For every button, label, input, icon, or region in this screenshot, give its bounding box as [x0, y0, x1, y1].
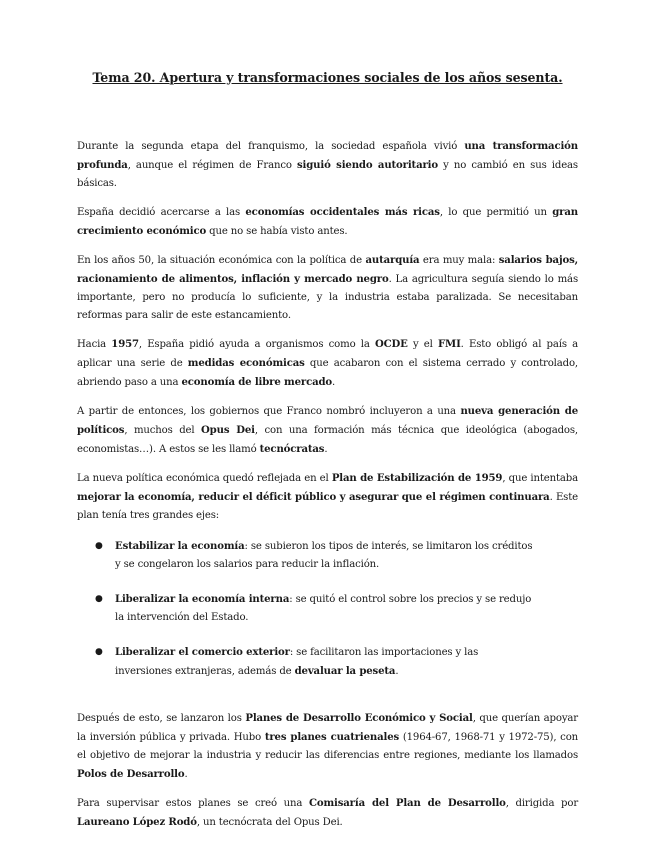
bold-text: Liberalizar la economía interna — [115, 593, 290, 605]
bold-text: Estabilizar la economía — [115, 540, 245, 552]
text: . — [184, 769, 188, 780]
paragraph-western-economies — [77, 203, 578, 241]
list-item-text — [115, 537, 535, 574]
bold-text: Laureano López Rodó — [77, 816, 197, 828]
bold-text: Opus Dei — [201, 424, 255, 436]
paragraph-autarky — [77, 251, 578, 325]
text: , lo que permitió un — [439, 207, 553, 218]
text: (1964-67, 1968-71 y 1972-75), con el objetivo de mejorar la industria y reducir las diferencias entre regiones, mediante los llamados — [77, 732, 579, 761]
bold-text: OCDE — [374, 338, 408, 350]
bold-text: una transformación profunda — [77, 140, 578, 171]
bold-text: Liberalizar el comercio exterior — [115, 646, 290, 658]
text: . Este plan tenía tres grandes ejes: — [77, 492, 578, 521]
list-item-text — [115, 590, 535, 627]
text: España decidió acercarse a las — [77, 207, 246, 218]
bullet-icon: ● — [95, 647, 103, 657]
text: . Esto obligó al país a aplicar una serie de — [77, 339, 578, 369]
text: : se quitó el control sobre los precios y se redujo la intervención del Estado. — [115, 594, 532, 623]
bold-text: nueva generación de políticos — [77, 405, 578, 436]
bold-text: gran crecimiento económico — [77, 206, 578, 237]
document-title: Tema 20. Apertura y transformaciones sociales de los años sesenta. — [92, 70, 563, 85]
bold-text: Planes de Desarrollo Económico y Social — [245, 712, 473, 724]
text: : se subieron los tipos de interés, se limitaron los créditos y se congelaron los salarios para reducir la inflación. — [115, 541, 533, 570]
text: A partir de entonces, los gobiernos que Franco nombró incluyeron a una — [77, 406, 461, 417]
bold-text: Comisaría del Plan de Desarrollo — [308, 797, 506, 809]
paragraph-technocrats — [77, 402, 578, 459]
bold-text: tecnócratas — [259, 443, 325, 455]
list-item — [77, 643, 578, 681]
bold-text: devaluar la peseta — [294, 665, 396, 677]
text: . — [395, 666, 399, 677]
text: que acabaron con el sistema cerrado y controlado, abriendo paso a una — [77, 358, 578, 388]
paragraph-intro — [77, 137, 578, 193]
plan-axes-list — [77, 537, 578, 681]
bold-text: Polos de Desarrollo — [77, 768, 185, 780]
bold-text: salarios bajos, racionamiento de alimentos, inflación y mercado negro — [77, 254, 578, 285]
text: que no se había visto antes. — [206, 226, 348, 237]
text: , que querían apoyar la inversión pública y privada. Hubo — [77, 713, 578, 743]
text: . — [332, 377, 336, 388]
bold-text: 1957 — [111, 338, 139, 350]
bold-text: FMI — [437, 338, 461, 350]
list-item-text — [115, 643, 535, 681]
text: , que intentaba — [502, 473, 578, 484]
text: Durante la segunda etapa del franquismo, la sociedad española vivió — [77, 141, 465, 152]
text: . La agricultura seguía siendo lo más importante, pero no producía lo suficiente, y la industria estaba paralizada. Se necesitaban reformas para salir de este estancamiento. — [77, 274, 578, 321]
text: , con una formación más técnica que ideológica (abogados, economistas…). A estos se les llamó — [77, 425, 578, 455]
text: . — [324, 444, 328, 455]
bold-text: economías occidentales más ricas — [245, 206, 440, 218]
text: , un tecnócrata del Opus Dei. — [196, 817, 343, 828]
text: Para supervisar estos planes se creó una — [77, 798, 309, 809]
bold-text: autarquía — [365, 254, 420, 266]
bullet-icon: ● — [95, 541, 103, 551]
bold-text: mejorar la economía, reducir el déficit público y asegurar que el régimen continuara — [77, 491, 550, 503]
text: En los años 50, la situación económica con la política de — [77, 255, 366, 266]
paragraph-development-plans — [77, 709, 578, 784]
text: : se facilitaron las importaciones y las inversiones extranjeras, además de — [115, 647, 479, 677]
bullet-icon: ● — [95, 594, 103, 604]
paragraph-stabilization-plan — [77, 469, 578, 525]
bold-text: tres planes cuatrienales — [264, 731, 400, 743]
text: , muchos del — [124, 425, 202, 436]
document-page — [77, 70, 578, 842]
bold-text: economía de libre mercado — [181, 376, 333, 388]
list-item — [77, 590, 578, 627]
text: y el — [407, 339, 438, 350]
bold-text: Plan de Estabilización de 1959 — [331, 472, 503, 484]
paragraph-commission — [77, 794, 578, 832]
bold-text: siguió siendo autoritario — [296, 159, 438, 171]
bold-text: medidas económicas — [187, 357, 305, 369]
text: Después de esto, se lanzaron los — [77, 713, 246, 724]
text: , España pidió ayuda a organismos como la — [138, 339, 375, 350]
list-item — [77, 537, 578, 574]
text: , dirigida por — [505, 798, 579, 809]
paragraph-1957 — [77, 335, 578, 392]
text: Hacia — [77, 339, 112, 350]
text: La nueva política económica quedó reflejada en el — [77, 473, 332, 484]
text: y no cambió en sus ideas básicas. — [77, 160, 578, 189]
text: , aunque el régimen de Franco — [127, 160, 297, 171]
text: era muy mala: — [419, 255, 499, 266]
